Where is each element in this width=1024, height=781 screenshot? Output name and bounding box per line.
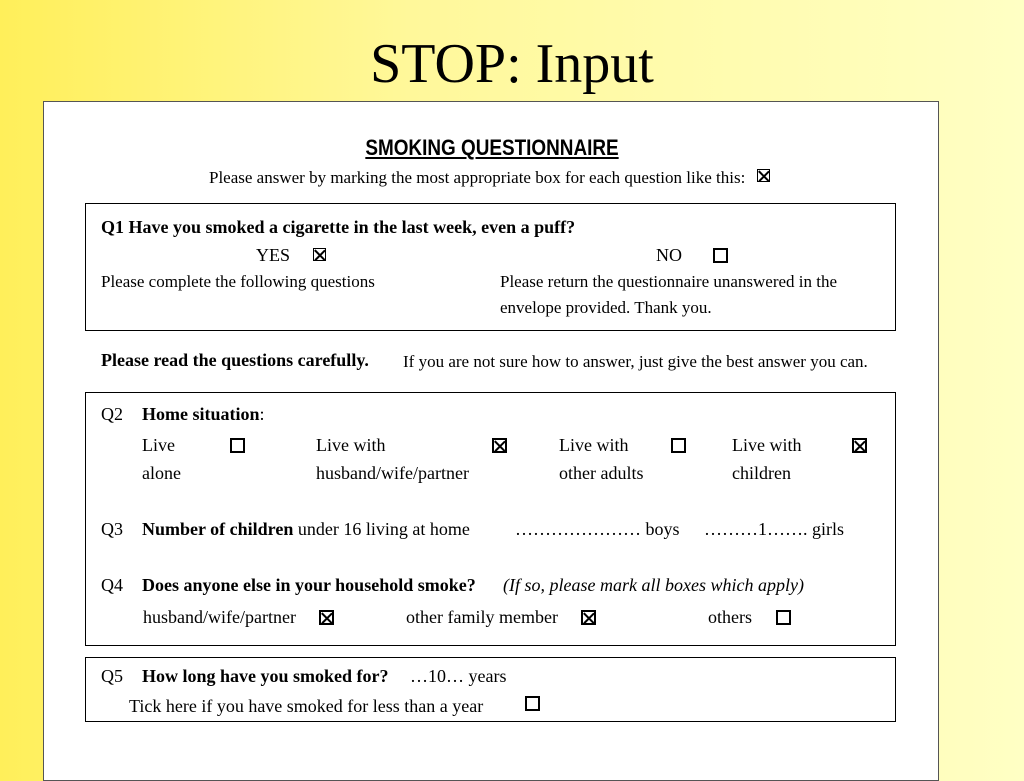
q3-rest: under 16 living at home xyxy=(297,519,470,539)
q4-title: Does anyone else in your household smoke? xyxy=(142,575,476,595)
read-carefully-text: If you are not sure how to answer, just give the best answer you can. xyxy=(403,352,868,371)
read-carefully-bold: Please read the questions carefully. xyxy=(101,350,369,370)
q3-number: Q3 xyxy=(101,519,123,539)
q2-option-3-checkbox[interactable] xyxy=(671,438,686,453)
q4-option-1-checkbox[interactable] xyxy=(319,610,334,625)
questionnaire-title: SMOKING QUESTIONNAIRE xyxy=(365,135,619,160)
q2-option-1-line2: alone xyxy=(142,463,181,483)
q4-option-1-label: husband/wife/partner xyxy=(143,607,296,627)
q2-option-4-line1: Live with xyxy=(732,435,802,455)
q5-number: Q5 xyxy=(101,666,123,686)
q5-title: How long have you smoked for? xyxy=(142,666,389,686)
q5-section xyxy=(85,657,896,722)
q3-boys-answer[interactable]: ………………… boys xyxy=(515,519,680,539)
instruction-text: Please answer by marking the most appropriate box for each question like this: xyxy=(209,168,746,187)
q3-title: Number of children xyxy=(142,519,294,539)
q1-section xyxy=(85,203,896,331)
q2-option-2-line1: Live with xyxy=(316,435,386,455)
q2-title-wrap xyxy=(142,404,265,425)
q2-option-2-checkbox[interactable] xyxy=(492,438,507,453)
q4-option-3-label: others xyxy=(708,607,752,627)
slide-title: STOP: Input xyxy=(370,33,654,95)
q1-yes-checkbox[interactable] xyxy=(313,248,326,261)
q5-answer[interactable]: …10… years xyxy=(410,666,507,686)
questionnaire-document xyxy=(43,101,939,781)
q4-option-2-checkbox[interactable] xyxy=(581,610,596,625)
q1-yes-note: Please complete the following questions xyxy=(101,272,375,291)
q4-hint: (If so, please mark all boxes which apply) xyxy=(503,575,804,595)
q4-number: Q4 xyxy=(101,575,123,595)
q5-tick-checkbox[interactable] xyxy=(525,696,540,711)
q2-option-3-line1: Live with xyxy=(559,435,629,455)
q4-option-2-label: other family member xyxy=(406,607,558,627)
q2-option-2-line2: husband/wife/partner xyxy=(316,463,469,483)
q1-yes-label: YES xyxy=(256,245,291,265)
q2-title: Home situation xyxy=(142,404,260,424)
q1-no-label: NO xyxy=(656,245,682,265)
q1-no-note-line2: envelope provided. Thank you. xyxy=(500,298,712,317)
q2-q4-section xyxy=(85,392,896,646)
example-checkbox xyxy=(757,169,770,182)
q2-option-1-checkbox[interactable] xyxy=(230,438,245,453)
q1-no-checkbox[interactable] xyxy=(713,248,728,263)
q2-option-1-line1: Live xyxy=(142,435,175,455)
q3-girls-answer[interactable]: ………1……. girls xyxy=(704,519,845,539)
q2-option-4-checkbox[interactable] xyxy=(852,438,867,453)
q5-tick-label: Tick here if you have smoked for less than a year xyxy=(129,696,484,716)
q2-number: Q2 xyxy=(101,404,123,424)
q4-option-3-checkbox[interactable] xyxy=(776,610,791,625)
q2-option-3-line2: other adults xyxy=(559,463,644,483)
q2-colon: : xyxy=(259,404,265,424)
q1-question: Q1 Have you smoked a cigarette in the last week, even a puff? xyxy=(101,217,576,237)
q3-text xyxy=(142,519,470,540)
q2-option-4-line2: children xyxy=(732,463,791,483)
q1-no-note-line1: Please return the questionnaire unanswered in the xyxy=(500,272,838,291)
